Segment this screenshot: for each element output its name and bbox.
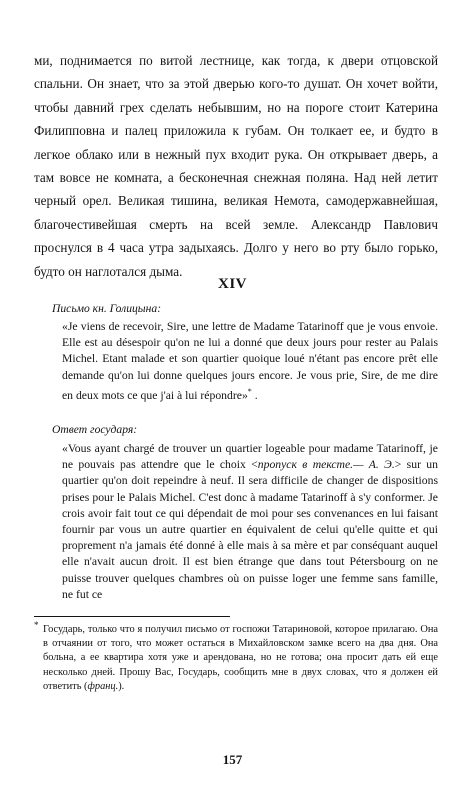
footnote-text-start: Государь, только что я получил письмо от госпожи Татариновой, которое прилагаю. Она в отчаянии от того, что может остаться в Михайловском замке всего на два дня. Она больна, а ее квартира хотя уже и арендована, но не готова; она просит дать ей еще несколько дней. Прошу Вас, Государь, сообщить мне в двух словах, что я должен ей ответить (: [43, 624, 438, 692]
reply-label: Ответ государя:: [52, 423, 138, 436]
editor-note: пропуск в тексте.— А. Э.: [257, 458, 395, 472]
footnote-ref: *: [247, 386, 252, 396]
reply-quote: [62, 441, 438, 603]
letter-end: .: [254, 388, 258, 402]
letter-text: «Je viens de recevoir, Sire, une lettre de Madame Tatarinoff que je vous envoie. Elle est au désespoir qu'on ne lui a donné que deux jours pour rester au Palais Michel. Etant malade et son quartier quoique loué n'étant pas encore prêt elle demande qu'on lui donne quelques jours encore. Je vous prie, Sire, de me dire en deux mots ce que j'ai à lui répondre»: [62, 320, 438, 402]
body-paragraph: ми, поднимается по витой лестнице, как тогда, к двери отцовской спальни. Он знает, что за этой дверью кого-то душат. Он хочет войти, чтобы давний грех сделать небывшим, но на пороге стоит Катерина Филипповна и палец приложила к губам. Он толкает ее, и будто в легкое облако или в нежный пух входит рука. Он открывает дверь, а там вовсе не комната, а бесконечная снежная поляна. Над ней летит черный орел. Великая тишина, великая Немота, самодержавнейшая, благочестивейшая смерть на всей земле. Александр Павлович проснулся в 4 часа утра задыхаясь. Долго у него во рту было горько, будто он наглотался дыма.: [34, 53, 438, 279]
letter-label: Письмо кн. Голицына:: [52, 302, 162, 315]
page-number: 157: [222, 752, 243, 767]
chapter-heading: XIV: [217, 276, 247, 292]
reply-text-end: > sur un quartier qu'on doit repeindre à neuf. Il sera difficile de changer de dispositions prises pour le Palais Michel. C'est donc à madame Tatarinoff à s'y conformer. Je crois avoir fait tout ce qui dépendait de moi pour ses convenances en lui faisant fournir par vous un autre quartier en équivalent de celui qu'elle quitte et qui proprement n'a jamais été donné à elle mais à sa mère et par conséquant auquel elle n'avait aucun droit. Il est bien étrange que dans tout Pétersbourg on ne puisse trouver quelques chambres où on puisse loger une femme sans famille, ne fut ce: [62, 458, 438, 601]
footnote-divider: [34, 616, 230, 617]
footnote-language: франц.: [87, 680, 119, 692]
reply-text-start: «Vous ayant chargé de trouver un quartier logeable pour madame Tatarinoff, je ne pouvais pas attendre que le choix <: [62, 442, 438, 472]
letter-quote: [62, 319, 438, 404]
footnote-text-end: ).: [118, 680, 125, 692]
footnote-mark: *: [34, 620, 39, 630]
footnote: [43, 623, 438, 694]
